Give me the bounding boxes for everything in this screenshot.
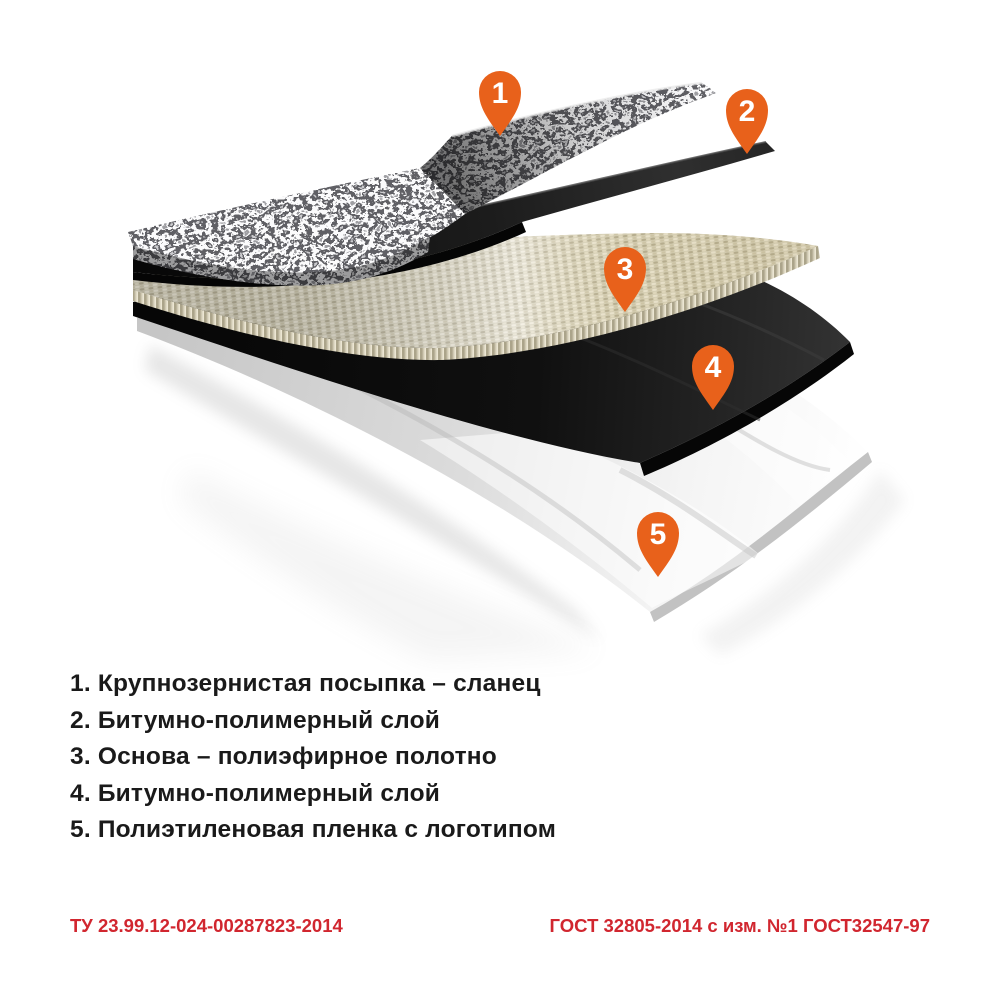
pin-3-label: 3 [616, 253, 634, 286]
legend-item-5: 5. Полиэтиленовая пленка с логотипом [70, 816, 557, 844]
pin-2-label: 2 [738, 95, 756, 128]
legend-item-4: 4. Битумно-полимерный слой [70, 779, 441, 807]
pin-4-label: 4 [704, 351, 722, 384]
legend-item-1: 1. Крупнозернистая посыпка – сланец [70, 670, 541, 697]
standard-gost-number: ГОСТ 32805-2014 с изм. №1 ГОСТ32547-97 [549, 915, 930, 936]
pin-1-label: 1 [491, 77, 509, 110]
standard-tu-number: ТУ 23.99.12-024-00287823-2014 [70, 915, 343, 936]
pin-5-label: 5 [649, 518, 667, 551]
layer-legend [70, 666, 556, 849]
legend-item-2: 2. Битумно-полимерный слой [70, 706, 441, 734]
legend-item-3: 3. Основа – полиэфирное полотно [70, 743, 497, 771]
